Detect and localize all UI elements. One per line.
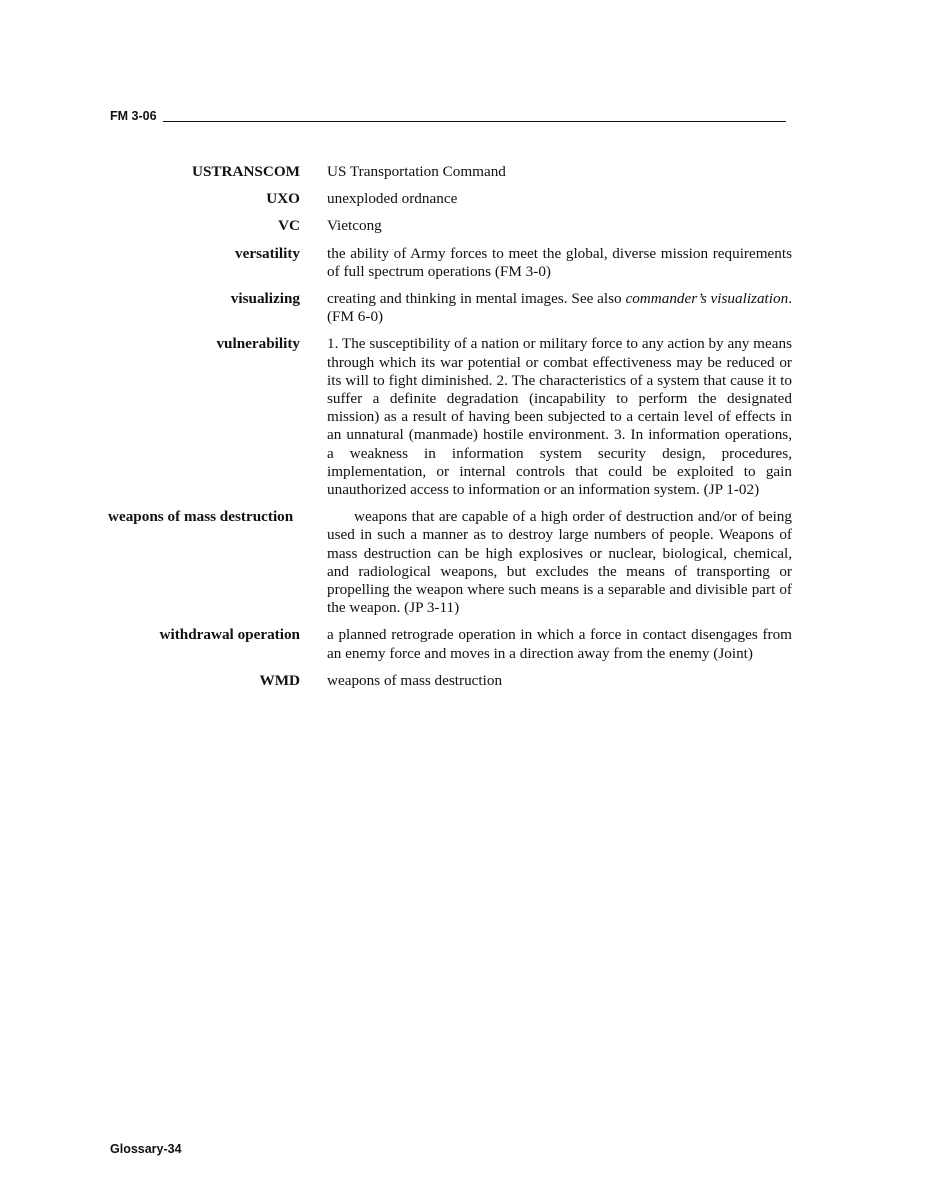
page-footer: Glossary-34 — [110, 1142, 182, 1156]
glossary-entry-vc — [108, 217, 792, 235]
glossary-entry-versatility — [108, 245, 792, 281]
glossary-entry-vulnerability — [108, 335, 792, 499]
glossary-term: versatility — [235, 244, 300, 262]
definition-text: weapons that are capable of a high order of destruction and/or of being used in such a manner as to destroy large numbers of people. Weapons of mass destruction can be high explosives or nuclear, biological, chemical, and radiological weapons, but excludes the means of transporting or propelling the weapon where such means is a separable and divisible part of the weapon. (JP 3-11) — [327, 508, 792, 617]
glossary-definition: unexploded ordnance — [327, 190, 458, 208]
glossary-entry-weapons-of-mass-destruction — [108, 508, 792, 617]
glossary-definition — [327, 508, 792, 617]
glossary-term: VC — [278, 217, 300, 235]
definition-source: . (FM 6-0) — [327, 290, 792, 326]
glossary-term: WMD — [259, 671, 300, 689]
glossary-definition — [327, 290, 792, 326]
header-rule — [163, 121, 786, 122]
glossary-term: vulnerability — [216, 335, 300, 353]
glossary-term: visualizing — [230, 290, 300, 308]
definition-text: creating and thinking in mental images. See also — [327, 290, 626, 308]
glossary-definition: 1. The susceptibility of a nation or military force to any action by any means through which its war potential or combat effectiveness may be reduced or its will to fight diminished. 2. The characteristics of a system that cause it to suffer a definite degradation (incapability to perform the designated mission) as a result of having been subjected to a certain level of effects in an unnatural (manmade) hostile environment. 3. In information operations, a weakness in information system security design, procedures, implementation, or internal controls that could be exploited to gain unauthorized access to information or an information system. (JP 1-02) — [327, 335, 792, 499]
glossary-term: USTRANSCOM — [191, 163, 300, 180]
glossary-entry-wmd — [108, 672, 792, 690]
glossary-entry-uxo — [108, 190, 792, 208]
glossary-entry-ustranscom — [108, 163, 792, 181]
glossary-term: weapons of mass destruction — [108, 508, 307, 526]
glossary-definition: US Transportation Command — [327, 163, 506, 180]
glossary-term: UXO — [266, 190, 300, 208]
glossary-definition: the ability of Army forces to meet the global, diverse mission requirements of full spectrum operations (FM 3-0) — [327, 244, 792, 280]
glossary-definition: weapons of mass destruction — [327, 671, 503, 689]
glossary-definition: a planned retrograde operation in which a force in contact disengages from an enemy force and moves in a direction away from the enemy (Joint) — [327, 626, 792, 662]
glossary-term: withdrawal operation — [159, 626, 300, 644]
glossary-definition: Vietcong — [327, 217, 382, 235]
cross-reference-term: commander’s visualization — [625, 290, 789, 308]
glossary-list — [108, 163, 792, 699]
header-label: FM 3-06 — [110, 108, 163, 124]
glossary-entry-visualizing — [108, 290, 792, 326]
running-header — [110, 108, 786, 126]
glossary-entry-withdrawal-operation — [108, 626, 792, 662]
